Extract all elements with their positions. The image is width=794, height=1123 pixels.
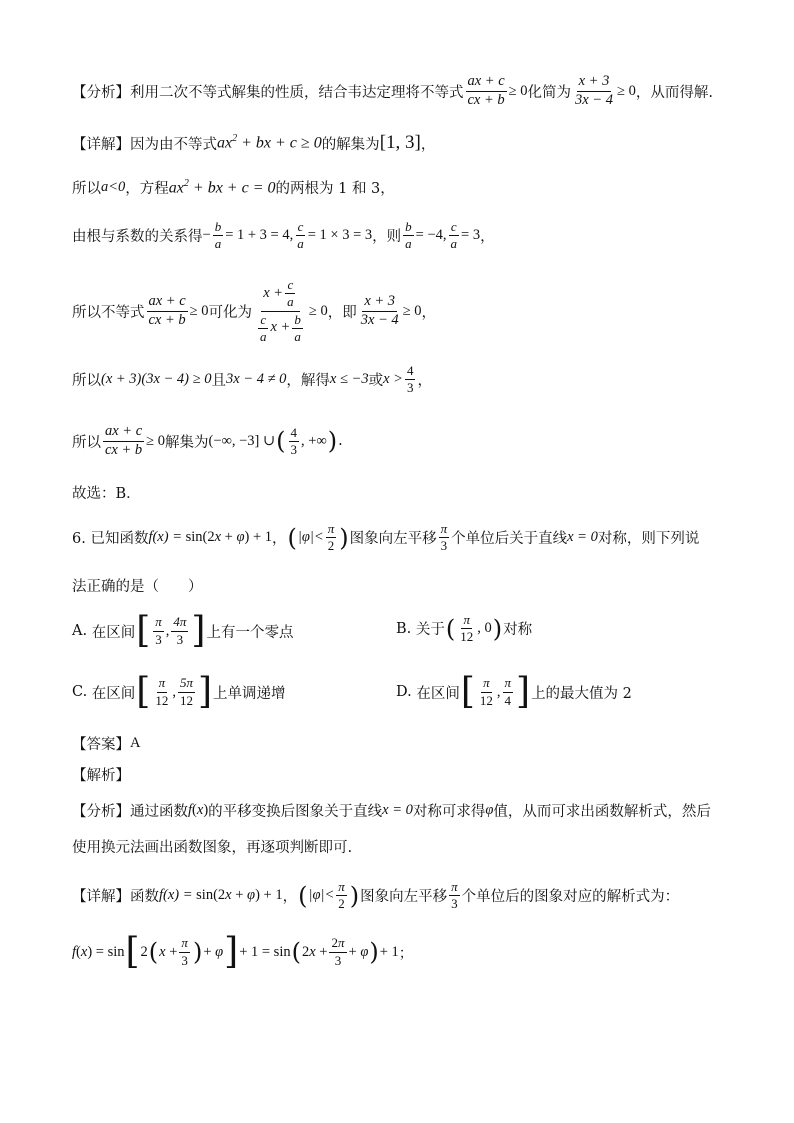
text: 所以 (72, 181, 101, 197)
tag-answer: 【答案】 (72, 737, 130, 753)
solution-analysis-line-2: 使用换元法画出函数图象，再逐项判断即可. (72, 840, 353, 856)
text: ，方程 (125, 181, 169, 197)
fraction: $\frac{x + 3}{3x - 4}$ (360, 292, 399, 328)
text: ，从而得解. (635, 84, 713, 101)
text: 利用二次不等式解集的性质，结合韦达定理将不等式 (130, 84, 464, 101)
option-d: D. 在区间 [ $\frac{\pi}{12}$ , $\frac{\pi}{4}$ ] 上的最大值为 2 (396, 671, 632, 712)
text: 解集为 (165, 434, 209, 451)
text: ，即 (327, 304, 357, 321)
fraction: $\frac{b}{a}$ (405, 219, 412, 252)
option-a: A. 在区间 [ $\frac{\pi}{3}$ , $\frac{4\pi}{3}$ ] 上有一个零点 (72, 610, 294, 651)
fraction: $\frac{\pi}{3}$ (451, 879, 458, 912)
fraction: $\frac{c}{a}$ (450, 219, 458, 252)
text: 故选：B． (72, 486, 141, 502)
tag-detail: 【详解】 (72, 889, 130, 906)
tag-detail: 【详解】 (72, 136, 130, 153)
solution-detail-formula: f ( x ) = sin [ 2 ( x + $\frac{\pi}{3}$ ) + φ ] + 1 = sin ( 2 x + $\frac{2\pi}{3}$ + φ ) + 1 ； (72, 931, 414, 972)
fraction: $\frac{c}{a}$ (297, 219, 304, 252)
text: 所以不等式 (72, 304, 145, 321)
text: 因为由不等式 (130, 136, 217, 153)
text: 个单位后关于直线 (451, 531, 568, 548)
text: 所以 (72, 434, 101, 451)
text: 化简为 (527, 84, 571, 101)
text: ， (480, 229, 495, 246)
text: ， (420, 136, 436, 153)
compound-fraction: x + $\frac{c}{a}$ $\frac{c}{a}$ x + $\frac{b}{a}$ (260, 277, 301, 344)
text: ，则 (372, 229, 402, 246)
text: 的两根为 1 和 3， (275, 181, 395, 197)
text: 或 (368, 373, 384, 390)
tag-jiexi: 【解析】 (72, 768, 130, 784)
fraction: $\frac{ax + c}{cx + b}$ (148, 292, 186, 328)
fraction: $\frac{x + 3}{3x - 4}$ (575, 73, 613, 108)
answer-value: A (130, 735, 141, 751)
text: ，解得 (286, 373, 330, 390)
text: ， (272, 531, 287, 548)
text: 的解集为 (321, 136, 380, 153)
analysis-line-1: 【分析】 利用二次不等式解集的性质，结合韦达定理将不等式 $\frac{ax + c}{cx + b}$ ≥ 0 化简为 $\frac{x + 3}{3x - 4}$ ≥ 0 ，从而得解. (72, 73, 713, 108)
text: 图象向左平移 (349, 531, 437, 548)
text: 由根与系数的关系得 (72, 229, 203, 246)
fraction: $\frac{4}{3}$ (406, 363, 414, 396)
text: 法正确的是（ ） (72, 579, 203, 595)
detail-line-5: 所以 (x + 3)(3x − 4) ≥ 0 且 3x − 4 ≠ 0 ，解得 x ≤ −3 或 x > $\frac{4}{3}$ ， (72, 363, 432, 396)
text: ， (421, 304, 437, 321)
detail-line-3: 由根与系数的关系得 − $\frac{b}{a}$ = 1 + 3 = 4, $\frac{c}{a}$ = 1 × 3 = 3 ，则 $\frac{b}{a}$ = −4, $\frac{c}{a}$ = 3 ， (72, 219, 495, 252)
tag-analysis: 【分析】 (72, 84, 130, 101)
answer-line (72, 733, 724, 754)
detail-line-4: 所以不等式 $\frac{ax + c}{cx + b}$ ≥ 0 可化为 x + $\frac{c}{a}$ $\frac{c}{a}$ x + $\frac{b}{a}$ ≥ 0 ，即 $\frac{x + 3}{3x - 4}$ ≥ 0 ， (72, 277, 437, 344)
text: 对称，则下列说 (597, 531, 700, 548)
text: 所以 (72, 373, 101, 390)
option-b: B. 关于 ( $\frac{\pi}{12}$ , 0 ) 对称 (396, 612, 533, 645)
question-6-line-1: 6. 已知函数 f(x) = sin(2 x + φ ) + 1 ， ( |φ|< $\frac{\pi}{2}$ ) 图象向左平移 $\frac{\pi}{3}$ 个单位后关于直线 x = 0 对称，则下列说 (72, 521, 700, 554)
tag-analysis: 【分析】 (72, 804, 130, 820)
text: 可化为 (208, 304, 252, 321)
fraction: $\frac{ax + c}{cx + b}$ (467, 73, 505, 108)
fraction: $\frac{b}{a}$ (214, 219, 222, 252)
detail-line-6: 所以 $\frac{ax + c}{cx + b}$ ≥ 0 解集为 (−∞, −3] ∪ ( $\frac{4}{3}$ , +∞ ) . (72, 423, 343, 458)
answer-choice-line (72, 482, 724, 503)
question-6-line-2 (72, 575, 724, 596)
text: 且 (211, 373, 226, 390)
detail-line-2: 所以 a<0 ，方程 $ax^2$ + bx + c = 0 的两根为 1 和 3， (72, 177, 395, 197)
fraction: $\frac{\pi}{3}$ (440, 521, 448, 554)
fraction: $\frac{ax + c}{cx + b}$ (105, 423, 143, 458)
solution-detail-line-1: 【详解】 函数 f(x) = sin(2 x + φ ) + 1 ， ( |φ|< $\frac{\pi}{2}$ ) 图象向左平移 $\frac{\pi}{3}$ 个单位后的图象对应的解析式为： (72, 879, 680, 912)
text: ， (417, 373, 432, 390)
detail-line-1: 【详解】 因为由不等式 $ax^2$ + bx + c ≥ 0 的解集为 [1, 3] ， (72, 132, 436, 153)
option-c: C. 在区间 [ $\frac{\pi}{12}$ , $\frac{5\pi}{12}$ ] 上单调递增 (72, 671, 286, 712)
text: . (338, 433, 343, 450)
question-number: 6. 已知函数 (72, 531, 149, 548)
solution-analysis-line-1: 【分析】 通过函数 f ( x ) 的平移变换后图象关于直线 x = 0 对称可求得 φ 值，从而可求出函数解析式，然后 (72, 802, 711, 820)
jiexi-line (72, 764, 724, 785)
